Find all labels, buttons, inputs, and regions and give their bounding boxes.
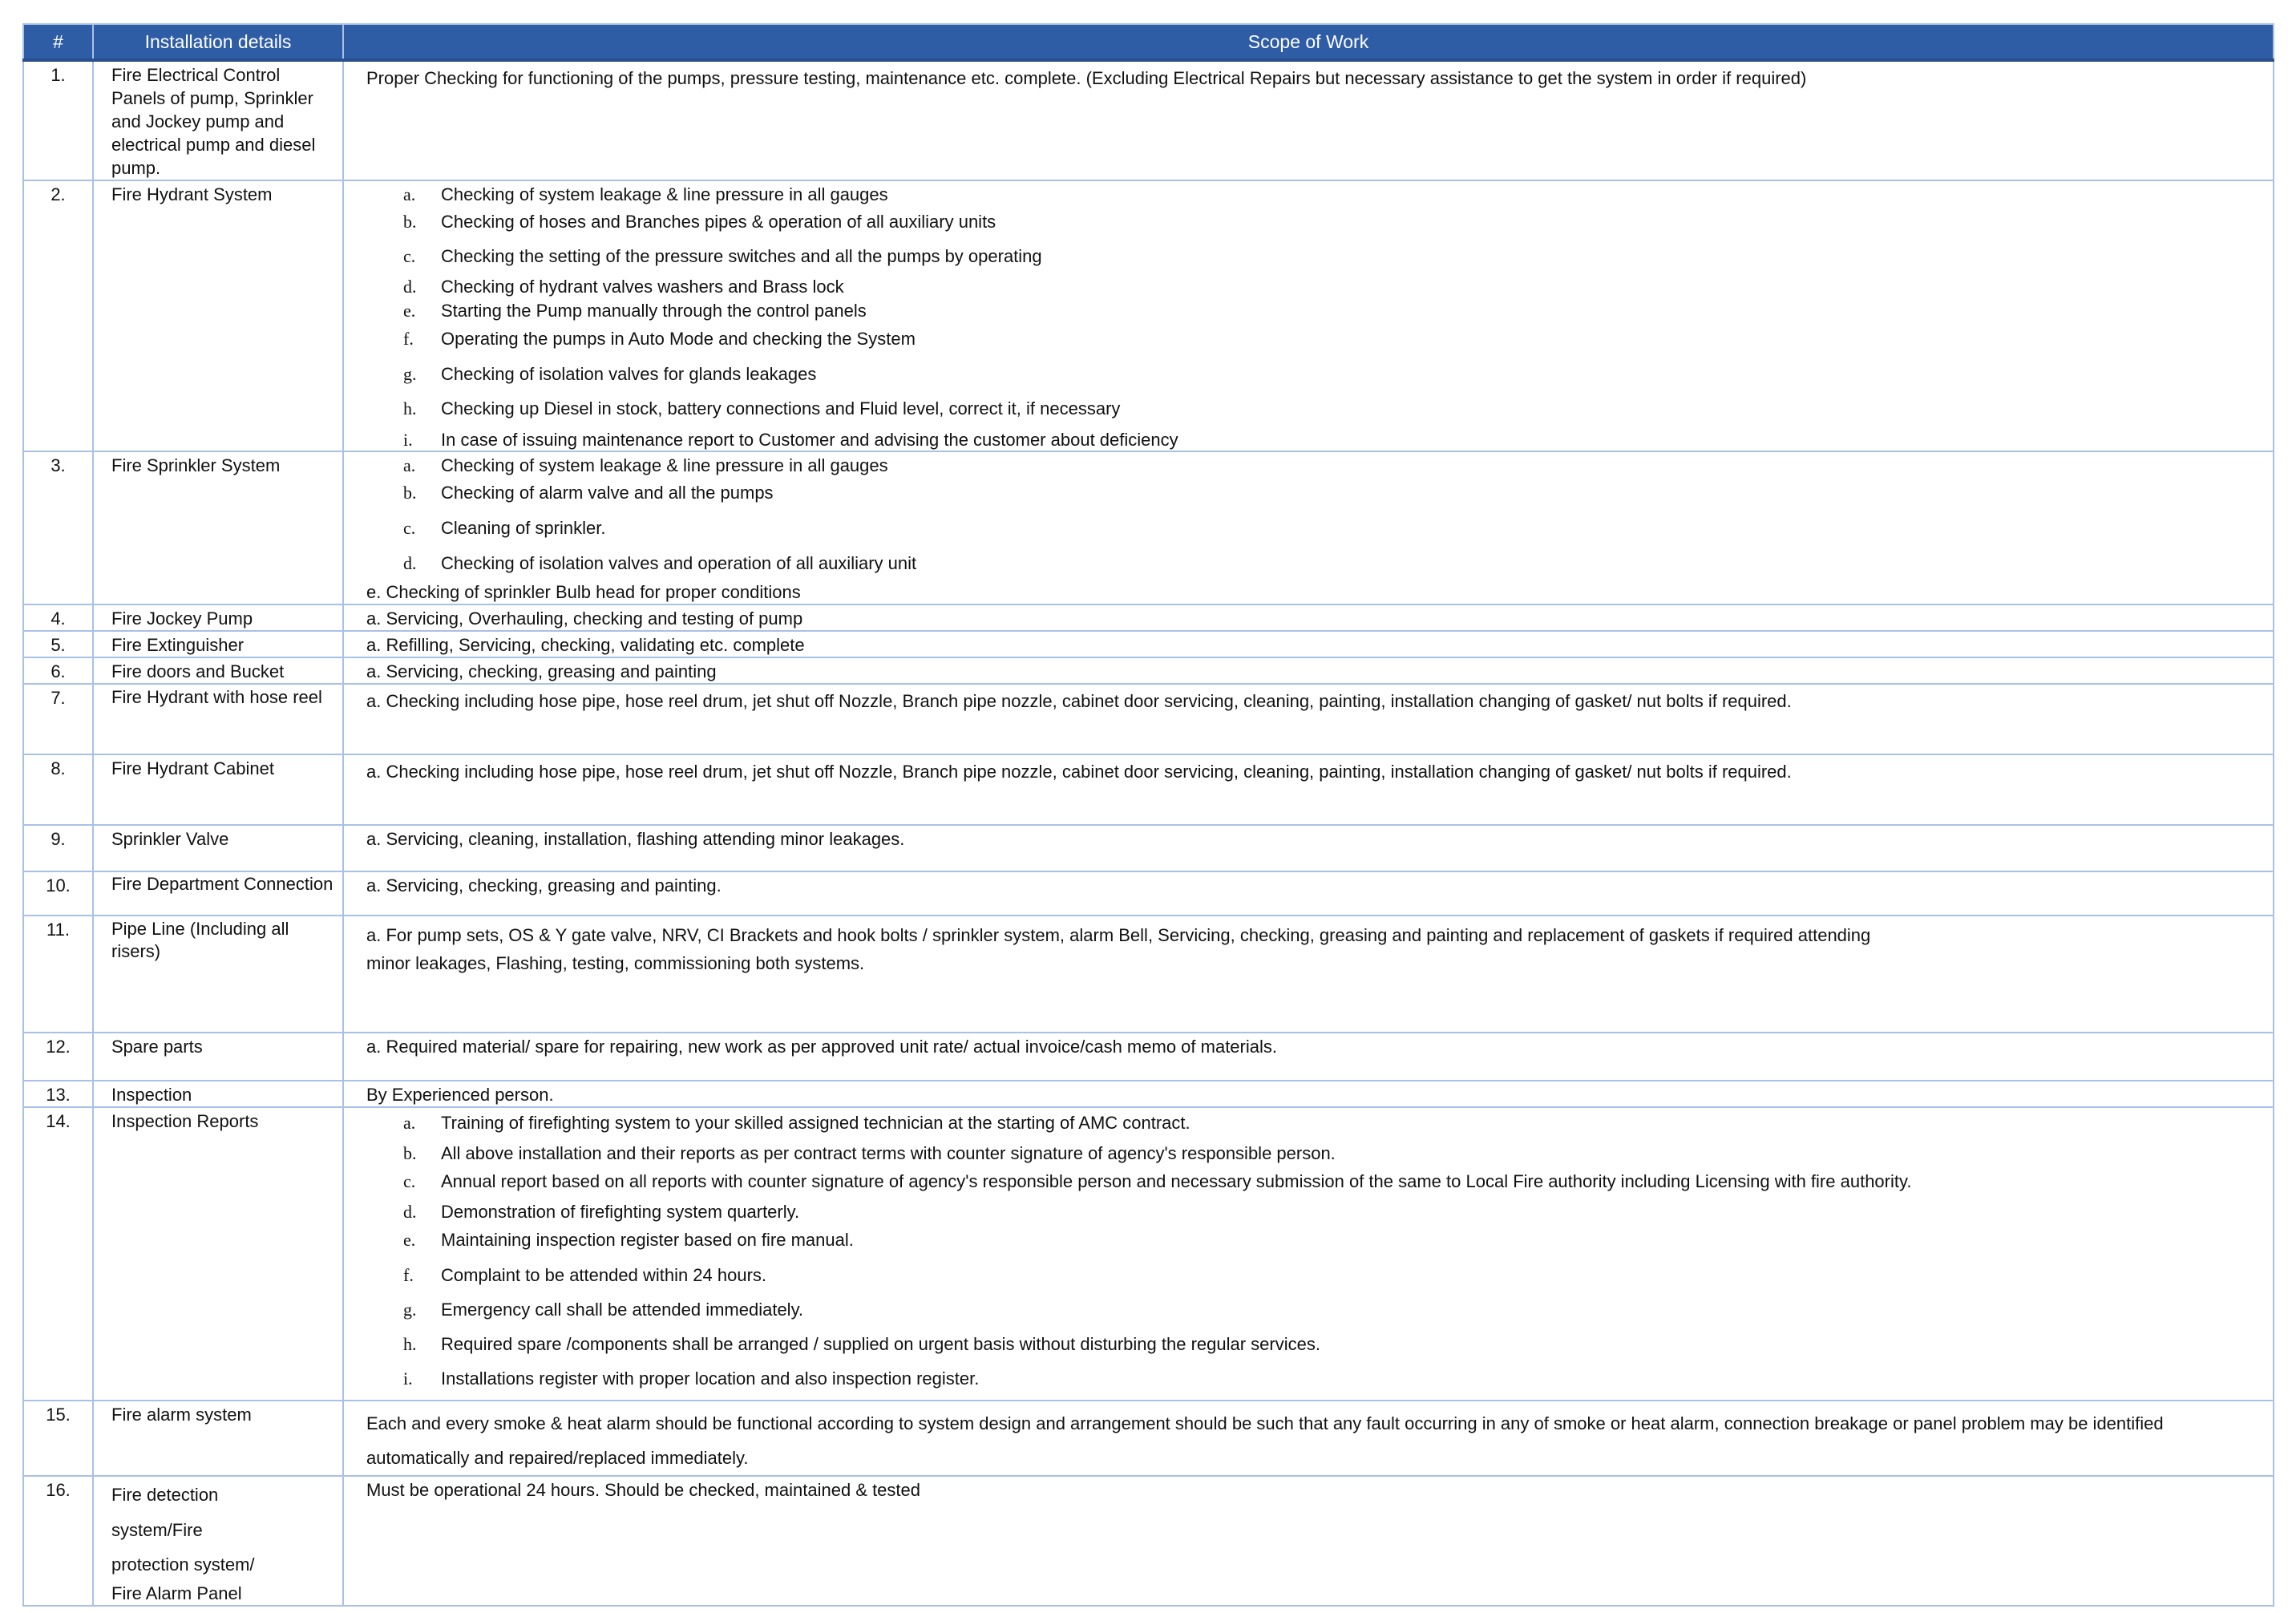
list-item (403, 1228, 2257, 1263)
row-number: 16. (23, 1476, 93, 1606)
scope-cell: Each and every smoke & heat alarm should be functional according to system design and arrangement should be such that any fault occurring in any of smoke or heat alarm, connection breakage or panel problem may be identified automatically and repaired/replaced immediately. (343, 1401, 2274, 1476)
table-row (23, 657, 2274, 684)
item-text: Demonstration of firefighting system quarterly. (441, 1202, 800, 1222)
row-number: 6. (23, 657, 93, 684)
installation-cell: Fire Hydrant Cabinet (93, 754, 343, 825)
item-letter: a. (403, 184, 416, 204)
scope-cell (343, 180, 2274, 451)
scope-cell: a. Servicing, checking, greasing and painting. (343, 871, 2274, 916)
row-number: 4. (23, 604, 93, 631)
list-item (403, 299, 2257, 327)
item-letter: h. (403, 398, 417, 418)
item-letter: h. (403, 1334, 417, 1354)
installation-cell: Fire Electrical Control Panels of pump, Sprinkler and Jockey pump and electrical pump and diesel pump. (93, 60, 343, 180)
list-item (403, 454, 2257, 481)
scope-cell: a. Checking including hose pipe, hose reel drum, jet shut off Nozzle, Branch pipe nozzle, cabinet door servicing, cleaning, painting, installation changing of gasket/ nut bolts if required. (343, 754, 2274, 825)
installation-cell: Spare parts (93, 1033, 343, 1081)
item-letter: d. (403, 277, 417, 297)
table-row (23, 60, 2274, 180)
header-num: # (23, 24, 93, 60)
installation-cell: Fire Sprinkler System (93, 451, 343, 604)
row-number: 15. (23, 1401, 93, 1476)
row-number: 1. (23, 60, 93, 180)
item-letter: g. (403, 364, 417, 384)
table-row (23, 604, 2274, 631)
item-letter: b. (403, 212, 417, 232)
scope-cell: a. Refilling, Servicing, checking, validating etc. complete (343, 631, 2274, 657)
table-row (23, 1081, 2274, 1107)
table-row (23, 684, 2274, 754)
list-item (403, 362, 2257, 397)
extra-item: e. Checking of sprinkler Bulb head for proper conditions (366, 582, 801, 602)
item-letter: d. (403, 1202, 417, 1222)
item-text: Checking of hydrant valves washers and Brass lock (441, 277, 844, 297)
row-number: 2. (23, 180, 93, 451)
row-number: 12. (23, 1033, 93, 1081)
installation-cell: Fire alarm system (93, 1401, 343, 1476)
item-text: Checking of hoses and Branches pipes & operation of all auxiliary units (441, 212, 996, 232)
installation-line: protection system/ (111, 1554, 255, 1575)
item-letter: a. (403, 455, 416, 475)
scope-cell: a. Servicing, Overhauling, checking and testing of pump (343, 604, 2274, 631)
scope-cell: Proper Checking for functioning of the pumps, pressure testing, maintenance etc. complete. (Excluding Electrical Repairs but necessary assistance to get the system in order if required) (343, 60, 2274, 180)
scope-cell: By Experienced person. (343, 1081, 2274, 1107)
list-item (403, 1332, 2257, 1367)
item-letter: e. (403, 1230, 416, 1250)
installation-cell: Sprinkler Valve (93, 825, 343, 871)
installation-cell: Fire Jockey Pump (93, 604, 343, 631)
row-number: 13. (23, 1081, 93, 1107)
header-row (23, 24, 2274, 60)
item-text: In case of issuing maintenance report to Customer and advising the customer about deficiency (441, 430, 1178, 450)
installation-cell: Inspection Reports (93, 1107, 343, 1401)
list-item (403, 183, 2257, 210)
row-number: 7. (23, 684, 93, 754)
installation-cell: Pipe Line (Including all risers) (93, 916, 343, 1033)
table-row (23, 916, 2274, 1033)
table-row (23, 825, 2274, 871)
list-item (403, 1263, 2257, 1298)
row-number: 10. (23, 871, 93, 916)
item-text: Starting the Pump manually through the control panels (441, 301, 867, 321)
item-text: Annual report based on all reports with counter signature of agency's responsible person and necessary submission of the same to Local Fire authority including Licensing with fire authority. (441, 1171, 1912, 1191)
row-number: 9. (23, 825, 93, 871)
list-item (403, 245, 2257, 275)
scope-cell: a. Servicing, cleaning, installation, flashing attending minor leakages. (343, 825, 2274, 871)
list-item (403, 428, 2257, 451)
header-scope: Scope of Work (343, 24, 2274, 60)
item-text: Required spare /components shall be arranged / supplied on urgent basis without disturbing the regular services. (441, 1334, 1320, 1354)
scope-of-work-table (22, 23, 2274, 1607)
header-installation: Installation details (93, 24, 343, 60)
item-letter: f. (403, 1265, 414, 1285)
row-number: 14. (23, 1107, 93, 1401)
item-text: Complaint to be attended within 24 hours. (441, 1265, 767, 1285)
item-text: Installations register with proper location and also inspection register. (441, 1368, 980, 1389)
row-number: 8. (23, 754, 93, 825)
item-text: Training of firefighting system to your skilled assigned technician at the starting of AMC contract. (441, 1113, 1190, 1133)
item-text: Checking of isolation valves and operation of all auxiliary unit (441, 553, 917, 573)
scope-cell: a. Servicing, checking, greasing and painting (343, 657, 2274, 684)
list-item (403, 1200, 2257, 1228)
item-letter: c. (403, 518, 416, 538)
item-text: Checking of alarm valve and all the pumps (441, 483, 774, 503)
item-letter: i. (403, 1368, 413, 1389)
list-item (403, 397, 2257, 428)
list-item (403, 552, 2257, 580)
item-text: Emergency call shall be attended immediately. (441, 1300, 804, 1320)
item-letter: e. (403, 301, 416, 321)
list-item (403, 1111, 2257, 1142)
item-text: Maintaining inspection register based on fire manual. (441, 1230, 854, 1250)
list-item (403, 481, 2257, 516)
item-letter: a. (403, 1113, 416, 1133)
installation-cell: Fire Extinguisher (93, 631, 343, 657)
table-row (23, 631, 2274, 657)
item-letter: f. (403, 329, 414, 349)
scope-line: minor leakages, Flashing, testing, commissioning both systems. (366, 953, 865, 973)
installation-cell: Inspection (93, 1081, 343, 1107)
row-number: 3. (23, 451, 93, 604)
scope-cell (343, 451, 2274, 604)
item-letter: g. (403, 1300, 417, 1320)
row-number: 5. (23, 631, 93, 657)
item-letter: c. (403, 1171, 416, 1191)
list-item (403, 516, 2257, 552)
table-row (23, 754, 2274, 825)
scope-cell (343, 916, 2274, 1033)
list-item (403, 275, 2257, 299)
installation-line: Fire detection (111, 1485, 219, 1505)
item-text: All above installation and their reports as per contract terms with counter signature of agency's responsible person. (441, 1143, 1336, 1163)
table-row (23, 1401, 2274, 1476)
row-number: 11. (23, 916, 93, 1033)
installation-cell: Fire Hydrant System (93, 180, 343, 451)
item-text: Checking the setting of the pressure switches and all the pumps by operating (441, 246, 1042, 266)
list-item (403, 210, 2257, 245)
item-text: Operating the pumps in Auto Mode and checking the System (441, 329, 916, 349)
list-item (403, 1367, 2257, 1391)
item-text: Checking of isolation valves for glands leakages (441, 364, 817, 384)
item-text: Checking of system leakage & line pressure in all gauges (441, 184, 888, 204)
scope-cell (343, 1107, 2274, 1401)
scope-cell: a. Checking including hose pipe, hose reel drum, jet shut off Nozzle, Branch pipe nozzle, cabinet door servicing, cleaning, painting, installation changing of gasket/ nut bolts if required. (343, 684, 2274, 754)
item-text: Checking of system leakage & line pressure in all gauges (441, 455, 888, 475)
installation-line: Fire Alarm Panel (111, 1583, 242, 1603)
list-item (403, 1298, 2257, 1332)
installation-line: system/Fire (111, 1520, 203, 1540)
scope-cell: a. Required material/ spare for repairing, new work as per approved unit rate/ actual invoice/cash memo of materials. (343, 1033, 2274, 1081)
item-letter: b. (403, 483, 417, 503)
item-text: Checking up Diesel in stock, battery connections and Fluid level, correct it, if necessary (441, 398, 1121, 418)
item-letter: b. (403, 1143, 417, 1163)
table-row (23, 1476, 2274, 1606)
list-item (403, 1170, 2257, 1200)
list-item (403, 327, 2257, 362)
installation-cell: Fire doors and Bucket (93, 657, 343, 684)
table-row (23, 871, 2274, 916)
table-row (23, 451, 2274, 604)
installation-cell: Fire Department Connection (93, 871, 343, 916)
table-row (23, 1033, 2274, 1081)
table-row (23, 1107, 2274, 1401)
table-row (23, 180, 2274, 451)
item-letter: i. (403, 430, 413, 450)
item-letter: d. (403, 553, 417, 573)
item-letter: c. (403, 246, 416, 266)
installation-cell: Fire Hydrant with hose reel (93, 684, 343, 754)
scope-line: a. For pump sets, OS & Y gate valve, NRV, CI Brackets and hook bolts / sprinkler system, alarm Bell, Servicing, checking, greasing and painting and replacement of gaskets if required attending (366, 925, 1871, 945)
installation-cell (93, 1476, 343, 1606)
scope-cell: Must be operational 24 hours. Should be checked, maintained & tested (343, 1476, 2274, 1606)
item-text: Cleaning of sprinkler. (441, 518, 606, 538)
list-item (403, 1142, 2257, 1170)
